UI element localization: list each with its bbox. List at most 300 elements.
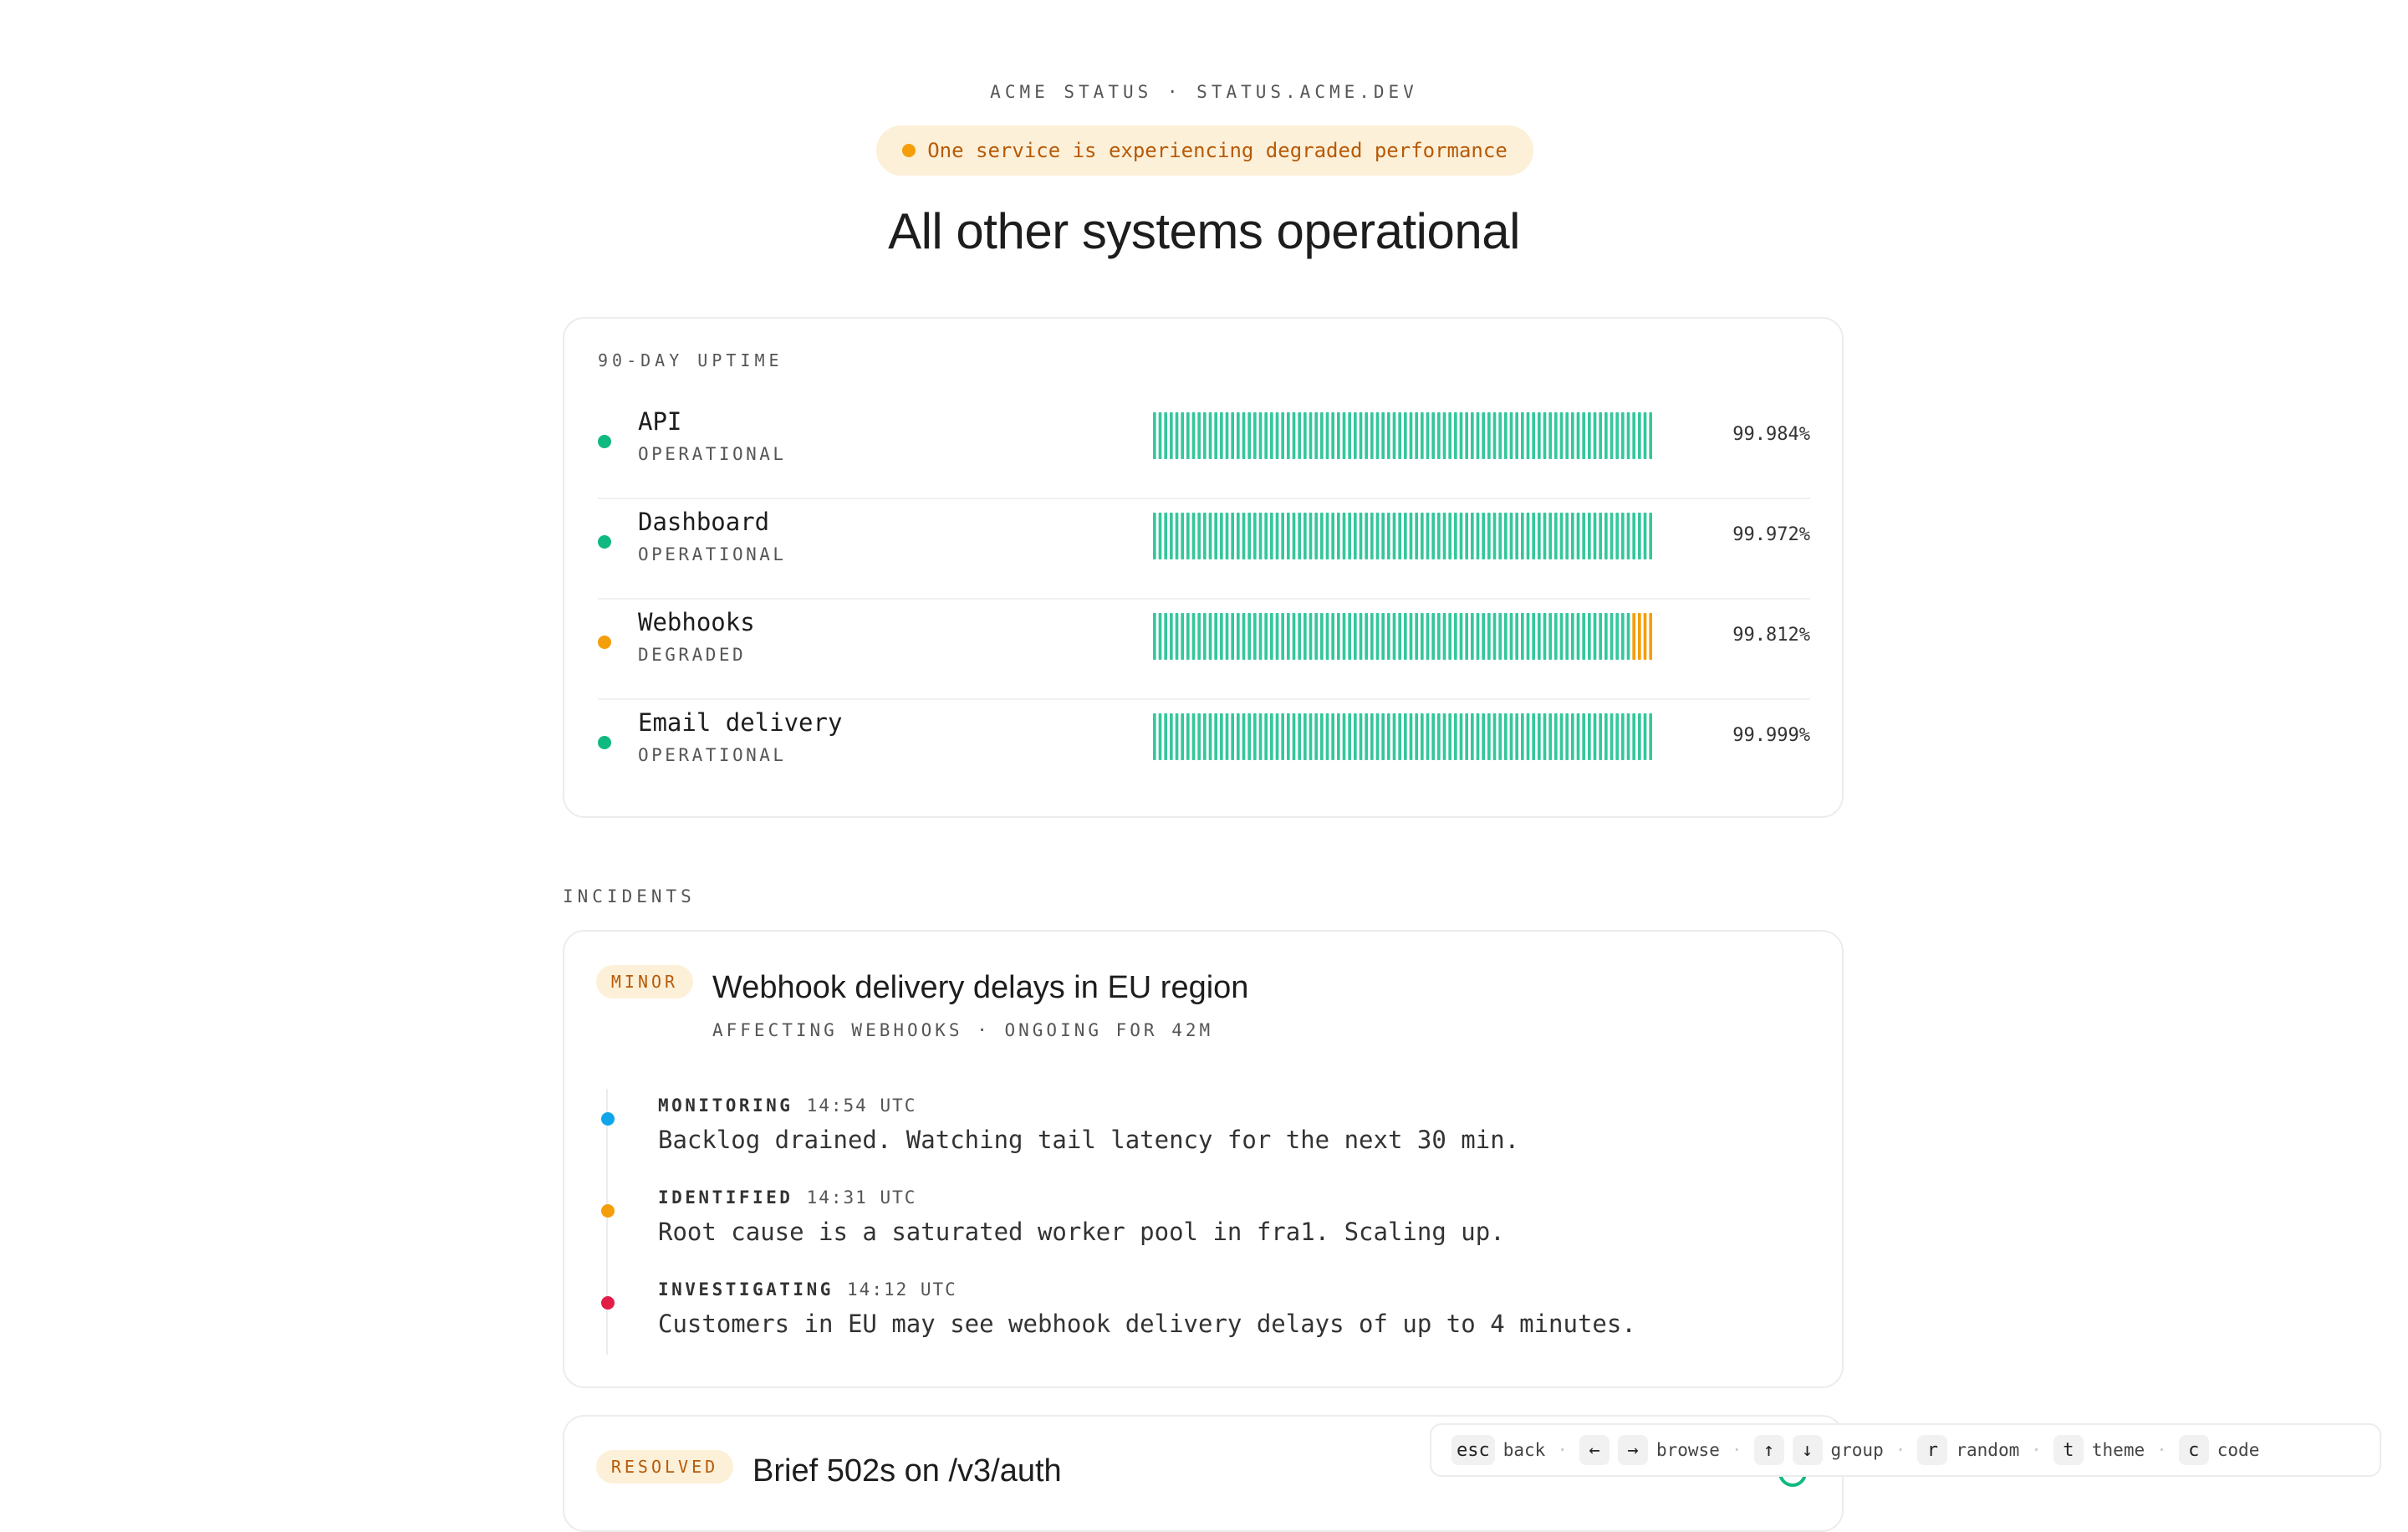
service-row-api[interactable] — [598, 397, 1810, 499]
shortcut-label: random — [1956, 1440, 2020, 1460]
uptime-day-bar — [1264, 513, 1268, 559]
uptime-day-bar — [1170, 713, 1173, 760]
t-key[interactable]: t — [2053, 1435, 2084, 1465]
uptime-day-bar — [1443, 513, 1446, 559]
uptime-day-bar — [1426, 713, 1430, 760]
uptime-day-bar-degraded — [1638, 613, 1641, 660]
uptime-day-bar — [1588, 513, 1591, 559]
update-dot-icon — [601, 1112, 615, 1126]
arrow-left-icon[interactable]: ← — [1579, 1435, 1610, 1465]
uptime-day-bar — [1632, 513, 1635, 559]
r-key[interactable]: r — [1917, 1435, 1947, 1465]
separator: · — [1895, 1440, 1906, 1460]
uptime-day-bar — [1203, 713, 1207, 760]
uptime-day-bar — [1197, 513, 1201, 559]
uptime-day-bar — [1376, 713, 1380, 760]
uptime-day-bar — [1604, 412, 1608, 459]
uptime-day-bar — [1415, 713, 1418, 760]
uptime-day-bar — [1376, 613, 1380, 660]
uptime-day-bar — [1365, 412, 1368, 459]
uptime-day-bar — [1415, 412, 1418, 459]
uptime-day-bar — [1493, 412, 1497, 459]
uptime-day-bar — [1565, 513, 1569, 559]
uptime-day-bar — [1303, 713, 1307, 760]
uptime-day-bar — [1186, 613, 1190, 660]
uptime-day-bar — [1560, 613, 1564, 660]
uptime-day-bar — [1460, 513, 1463, 559]
uptime-day-bar — [1465, 412, 1468, 459]
uptime-day-bar — [1415, 513, 1418, 559]
uptime-day-bar — [1354, 513, 1357, 559]
uptime-day-bar — [1176, 713, 1179, 760]
uptime-day-bar — [1498, 412, 1502, 459]
status-banner — [876, 125, 1533, 176]
uptime-day-bar — [1314, 513, 1318, 559]
uptime-day-bar — [1404, 513, 1407, 559]
uptime-day-bar — [1320, 513, 1324, 559]
uptime-day-bar — [1471, 613, 1474, 660]
arrow-down-icon[interactable]: ↓ — [1793, 1435, 1823, 1465]
status-dot-icon — [598, 636, 611, 649]
shortcut-label: browse — [1656, 1440, 1720, 1460]
uptime-day-bar — [1527, 613, 1530, 660]
uptime-day-bar — [1615, 713, 1619, 760]
uptime-day-bar — [1627, 613, 1630, 660]
uptime-day-bar — [1532, 412, 1535, 459]
uptime-day-bar — [1270, 613, 1273, 660]
uptime-day-bar — [1348, 513, 1351, 559]
uptime-day-bar — [1515, 412, 1518, 459]
uptime-day-bar — [1610, 412, 1614, 459]
shortcut-code[interactable] — [2179, 1435, 2260, 1465]
uptime-day-bar — [1186, 513, 1190, 559]
update-time: 14:31 UTC — [806, 1187, 917, 1208]
uptime-day-bar — [1431, 713, 1435, 760]
uptime-day-bar — [1398, 713, 1401, 760]
uptime-day-bar — [1354, 613, 1357, 660]
uptime-day-bar — [1176, 412, 1179, 459]
incidents-section-label: INCIDENTS — [563, 886, 696, 906]
uptime-day-bar — [1348, 613, 1351, 660]
uptime-day-bar — [1247, 613, 1251, 660]
shortcut-random[interactable] — [1917, 1435, 2019, 1465]
uptime-day-bar — [1571, 412, 1574, 459]
uptime-day-bar — [1264, 613, 1268, 660]
uptime-day-bar — [1454, 713, 1457, 760]
uptime-day-bar — [1197, 713, 1201, 760]
uptime-day-bar — [1498, 713, 1502, 760]
uptime-day-bar — [1247, 713, 1251, 760]
uptime-day-bar — [1354, 713, 1357, 760]
uptime-day-bar — [1471, 513, 1474, 559]
uptime-day-bar — [1582, 412, 1585, 459]
uptime-day-bar — [1554, 613, 1558, 660]
uptime-day-bar — [1293, 613, 1296, 660]
uptime-day-bar — [1621, 412, 1625, 459]
uptime-day-bar — [1159, 412, 1162, 459]
uptime-day-bar — [1226, 713, 1229, 760]
uptime-day-bar — [1610, 713, 1614, 760]
uptime-day-bar-degraded — [1649, 613, 1652, 660]
uptime-day-bar — [1287, 713, 1290, 760]
uptime-day-bar — [1615, 412, 1619, 459]
uptime-day-bar — [1360, 613, 1363, 660]
uptime-day-bar — [1448, 613, 1451, 660]
uptime-day-bar — [1577, 713, 1580, 760]
uptime-day-bar — [1527, 412, 1530, 459]
uptime-day-bar — [1627, 513, 1630, 559]
uptime-day-bar — [1381, 513, 1385, 559]
uptime-bars[interactable] — [1153, 513, 1655, 559]
uptime-day-bar — [1220, 713, 1223, 760]
uptime-day-bar — [1309, 412, 1313, 459]
uptime-day-bar — [1577, 613, 1580, 660]
banner-text: One service is experiencing degraded performance — [927, 139, 1508, 162]
uptime-day-bar — [1365, 513, 1368, 559]
uptime-day-bar — [1437, 412, 1441, 459]
incident-card[interactable] — [563, 930, 1844, 1388]
service-row-dashboard[interactable] — [598, 498, 1810, 600]
uptime-bars-svg — [1153, 513, 1655, 559]
shortcut-back[interactable] — [1451, 1435, 1545, 1465]
site-eyebrow: ACME STATUS · STATUS.ACME.DEV — [990, 82, 1418, 102]
uptime-day-bar — [1404, 713, 1407, 760]
uptime-day-bar — [1571, 613, 1574, 660]
uptime-day-bar — [1599, 513, 1602, 559]
incident-title[interactable]: Webhook delivery delays in EU region — [712, 970, 1249, 1005]
uptime-day-bar — [1538, 713, 1541, 760]
uptime-day-bar — [1298, 412, 1301, 459]
uptime-day-bar — [1303, 613, 1307, 660]
uptime-day-bar — [1482, 713, 1485, 760]
uptime-day-bar — [1153, 713, 1156, 760]
uptime-day-bar — [1571, 713, 1574, 760]
uptime-day-bar — [1242, 713, 1246, 760]
uptime-day-bar — [1398, 613, 1401, 660]
uptime-day-bar — [1220, 412, 1223, 459]
update-time: 14:12 UTC — [847, 1279, 957, 1300]
uptime-day-bar — [1343, 613, 1346, 660]
uptime-day-bar — [1448, 412, 1451, 459]
uptime-day-bar — [1337, 713, 1340, 760]
uptime-day-bar — [1644, 412, 1647, 459]
uptime-day-bar — [1242, 513, 1246, 559]
uptime-day-bar — [1237, 412, 1240, 459]
uptime-day-bar — [1621, 713, 1625, 760]
uptime-day-bar — [1454, 513, 1457, 559]
uptime-day-bar — [1588, 713, 1591, 760]
uptime-day-bar — [1410, 513, 1413, 559]
uptime-day-bar — [1410, 613, 1413, 660]
uptime-day-bar — [1431, 513, 1435, 559]
uptime-day-bar — [1337, 412, 1340, 459]
uptime-day-bar — [1203, 613, 1207, 660]
uptime-day-bar — [1164, 613, 1167, 660]
uptime-day-bar — [1615, 513, 1619, 559]
uptime-day-bar — [1548, 713, 1552, 760]
uptime-day-bar — [1482, 412, 1485, 459]
uptime-day-bar — [1510, 713, 1513, 760]
uptime-day-bar — [1504, 713, 1508, 760]
uptime-card-label: 90-DAY UPTIME — [598, 350, 783, 370]
separator: · — [1731, 1440, 1742, 1460]
uptime-day-bar — [1331, 513, 1334, 559]
uptime-day-bar — [1421, 613, 1424, 660]
uptime-day-bar — [1298, 713, 1301, 760]
uptime-day-bar — [1370, 513, 1374, 559]
uptime-day-bar — [1604, 713, 1608, 760]
uptime-day-bar — [1281, 513, 1284, 559]
uptime-day-bar — [1594, 412, 1597, 459]
uptime-day-bar — [1231, 713, 1234, 760]
uptime-day-bar — [1226, 412, 1229, 459]
uptime-day-bar — [1426, 513, 1430, 559]
uptime-day-bar — [1577, 513, 1580, 559]
uptime-day-bar — [1504, 613, 1508, 660]
uptime-day-bar — [1186, 412, 1190, 459]
uptime-day-bar — [1515, 513, 1518, 559]
uptime-day-bar — [1498, 513, 1502, 559]
uptime-day-bar — [1164, 713, 1167, 760]
uptime-day-bar — [1421, 513, 1424, 559]
update-message: Customers in EU may see webhook delivery delays of up to 4 minutes. — [658, 1310, 1636, 1338]
uptime-day-bar — [1326, 613, 1329, 660]
uptime-day-bar — [1281, 713, 1284, 760]
uptime-day-bar — [1515, 713, 1518, 760]
uptime-day-bar — [1309, 513, 1313, 559]
uptime-day-bar — [1543, 713, 1547, 760]
service-status: DEGRADED — [638, 645, 747, 665]
shortcut-theme[interactable] — [2053, 1435, 2145, 1465]
uptime-day-bar — [1237, 713, 1240, 760]
uptime-day-bar — [1638, 412, 1641, 459]
update-message: Root cause is a saturated worker pool in fra1. Scaling up. — [658, 1218, 1505, 1246]
uptime-day-bar — [1532, 713, 1535, 760]
uptime-day-bar — [1226, 613, 1229, 660]
uptime-day-bar — [1153, 613, 1156, 660]
uptime-day-bar — [1247, 412, 1251, 459]
uptime-day-bar — [1320, 613, 1324, 660]
uptime-day-bar — [1621, 613, 1625, 660]
uptime-day-bar — [1510, 513, 1513, 559]
update-kind: MONITORING — [658, 1095, 793, 1116]
status-dot-icon — [598, 435, 611, 448]
uptime-day-bar — [1532, 513, 1535, 559]
uptime-day-bar — [1543, 613, 1547, 660]
uptime-day-bar — [1477, 613, 1480, 660]
uptime-day-bar — [1644, 713, 1647, 760]
uptime-day-bar — [1393, 513, 1396, 559]
uptime-day-bar — [1281, 613, 1284, 660]
uptime-day-bar — [1565, 713, 1569, 760]
uptime-day-bar — [1582, 513, 1585, 559]
uptime-day-bar — [1314, 613, 1318, 660]
uptime-day-bar — [1253, 513, 1257, 559]
uptime-day-bar — [1604, 613, 1608, 660]
uptime-day-bar — [1627, 713, 1630, 760]
uptime-day-bar — [1326, 412, 1329, 459]
uptime-day-bar — [1431, 613, 1435, 660]
uptime-day-bar — [1270, 713, 1273, 760]
uptime-day-bar — [1153, 412, 1156, 459]
uptime-day-bar — [1343, 412, 1346, 459]
uptime-bars[interactable] — [1153, 613, 1655, 660]
uptime-day-bar — [1197, 412, 1201, 459]
uptime-day-bar — [1231, 513, 1234, 559]
uptime-day-bar — [1247, 513, 1251, 559]
uptime-day-bar — [1181, 513, 1184, 559]
uptime-day-bar — [1565, 412, 1569, 459]
severity-badge: MINOR — [596, 965, 693, 998]
uptime-day-bar — [1454, 412, 1457, 459]
uptime-day-bar — [1387, 713, 1390, 760]
uptime-day-bar — [1498, 613, 1502, 660]
shortcut-label: code — [2217, 1440, 2260, 1460]
uptime-day-bar — [1527, 513, 1530, 559]
service-name: API — [638, 407, 682, 436]
incident-update — [598, 1187, 1768, 1263]
shortcut-label: theme — [2091, 1440, 2145, 1460]
uptime-day-bar — [1538, 513, 1541, 559]
uptime-day-bar — [1627, 412, 1630, 459]
service-row-email-delivery[interactable] — [598, 698, 1810, 799]
uptime-day-bar — [1354, 412, 1357, 459]
uptime-day-bar — [1543, 412, 1547, 459]
uptime-day-bar — [1410, 412, 1413, 459]
uptime-day-bar — [1554, 513, 1558, 559]
service-row-webhooks[interactable] — [598, 598, 1810, 700]
uptime-day-bar — [1504, 513, 1508, 559]
uptime-day-bar — [1493, 613, 1497, 660]
uptime-day-bar — [1565, 613, 1569, 660]
c-key[interactable]: c — [2179, 1435, 2209, 1465]
uptime-day-bar — [1170, 613, 1173, 660]
uptime-day-bar — [1209, 613, 1212, 660]
uptime-percentage: 99.984% — [1732, 424, 1810, 445]
uptime-day-bar — [1644, 513, 1647, 559]
uptime-day-bar — [1638, 713, 1641, 760]
update-message: Backlog drained. Watching tail latency for the next 30 min. — [658, 1126, 1520, 1154]
uptime-day-bar — [1348, 713, 1351, 760]
uptime-day-bar — [1415, 613, 1418, 660]
service-name: Dashboard — [638, 508, 770, 536]
uptime-day-bar — [1460, 713, 1463, 760]
uptime-day-bar — [1264, 412, 1268, 459]
uptime-day-bar — [1203, 513, 1207, 559]
uptime-day-bar — [1521, 412, 1524, 459]
uptime-day-bar — [1337, 613, 1340, 660]
shortcut-browse[interactable] — [1579, 1435, 1720, 1465]
uptime-day-bar — [1443, 412, 1446, 459]
uptime-day-bar — [1532, 613, 1535, 660]
uptime-day-bar — [1638, 513, 1641, 559]
update-kind: INVESTIGATING — [658, 1279, 834, 1300]
uptime-day-bar — [1237, 513, 1240, 559]
uptime-day-bar — [1560, 713, 1564, 760]
uptime-day-bar — [1599, 713, 1602, 760]
uptime-day-bar — [1387, 613, 1390, 660]
uptime-bars[interactable] — [1153, 713, 1655, 760]
uptime-day-bar — [1287, 412, 1290, 459]
uptime-day-bar — [1594, 713, 1597, 760]
uptime-day-bar — [1510, 412, 1513, 459]
uptime-day-bar — [1287, 613, 1290, 660]
uptime-day-bar — [1610, 513, 1614, 559]
esc-key[interactable]: esc — [1451, 1435, 1495, 1465]
uptime-day-bar — [1176, 513, 1179, 559]
separator: · — [2156, 1440, 2167, 1460]
shortcut-label: group — [1830, 1440, 1884, 1460]
uptime-day-bar — [1454, 613, 1457, 660]
uptime-day-bar — [1309, 613, 1313, 660]
uptime-day-bar — [1192, 713, 1196, 760]
separator: · — [1557, 1440, 1568, 1460]
uptime-day-bar — [1181, 713, 1184, 760]
uptime-day-bar — [1231, 613, 1234, 660]
update-time: 14:54 UTC — [806, 1095, 917, 1116]
uptime-day-bar — [1582, 713, 1585, 760]
uptime-day-bar — [1493, 713, 1497, 760]
uptime-day-bar — [1443, 613, 1446, 660]
arrow-right-icon[interactable]: → — [1618, 1435, 1648, 1465]
uptime-day-bar — [1594, 513, 1597, 559]
warning-dot-icon — [902, 144, 916, 157]
uptime-day-bar — [1387, 412, 1390, 459]
uptime-day-bar — [1326, 513, 1329, 559]
uptime-card — [563, 317, 1844, 818]
uptime-day-bar — [1448, 513, 1451, 559]
uptime-day-bar — [1192, 513, 1196, 559]
uptime-percentage: 99.972% — [1732, 524, 1810, 545]
uptime-day-bar — [1259, 713, 1263, 760]
uptime-day-bar — [1164, 513, 1167, 559]
status-dot-icon — [598, 535, 611, 549]
uptime-day-bar — [1560, 412, 1564, 459]
uptime-day-bar — [1615, 613, 1619, 660]
uptime-percentage: 99.812% — [1732, 625, 1810, 646]
shortcut-group[interactable] — [1754, 1435, 1884, 1465]
uptime-day-bar — [1360, 412, 1363, 459]
uptime-day-bar — [1594, 613, 1597, 660]
uptime-day-bar — [1226, 513, 1229, 559]
uptime-day-bar — [1437, 613, 1441, 660]
incident-title[interactable]: Brief 502s on /v3/auth — [752, 1453, 1062, 1489]
uptime-day-bar — [1170, 412, 1173, 459]
update-kind: IDENTIFIED — [658, 1187, 793, 1208]
uptime-day-bar — [1214, 513, 1217, 559]
uptime-day-bar — [1303, 513, 1307, 559]
uptime-day-bar — [1649, 513, 1652, 559]
uptime-day-bar — [1398, 412, 1401, 459]
uptime-day-bar — [1264, 713, 1268, 760]
arrow-up-icon[interactable]: ↑ — [1754, 1435, 1784, 1465]
uptime-day-bar — [1298, 613, 1301, 660]
uptime-bars-svg — [1153, 613, 1655, 660]
uptime-day-bar — [1176, 613, 1179, 660]
uptime-day-bar — [1387, 513, 1390, 559]
service-status: OPERATIONAL — [638, 745, 787, 765]
uptime-day-bar — [1331, 713, 1334, 760]
uptime-day-bar — [1276, 713, 1279, 760]
service-status: OPERATIONAL — [638, 544, 787, 564]
uptime-percentage: 99.999% — [1732, 725, 1810, 746]
uptime-day-bar — [1376, 412, 1380, 459]
uptime-day-bar — [1632, 412, 1635, 459]
uptime-day-bar — [1281, 412, 1284, 459]
uptime-day-bar — [1515, 613, 1518, 660]
uptime-bars[interactable] — [1153, 412, 1655, 459]
uptime-day-bar — [1554, 713, 1558, 760]
